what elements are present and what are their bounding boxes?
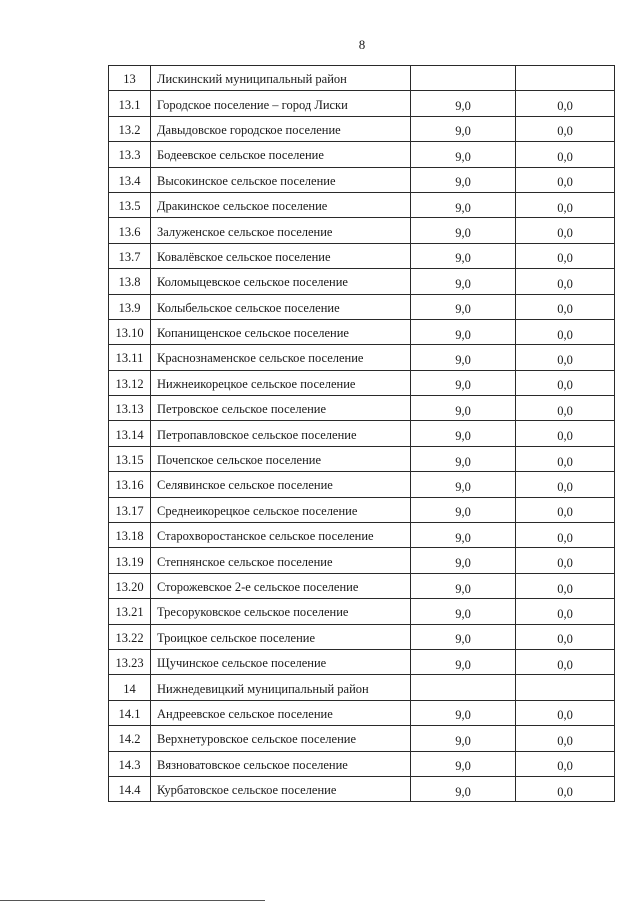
table-row bbox=[109, 370, 615, 395]
row-value-1: 9,0 bbox=[411, 269, 516, 294]
row-value-1: 9,0 bbox=[411, 345, 516, 370]
page-number: 8 bbox=[358, 37, 366, 52]
row-value-2: 0,0 bbox=[516, 294, 615, 319]
table-row bbox=[109, 649, 615, 674]
row-name: Нижнеикорецкое сельское поселение bbox=[151, 370, 411, 395]
row-number: 14.4 bbox=[109, 776, 151, 801]
table-row bbox=[109, 396, 615, 421]
row-value-2: 0,0 bbox=[516, 523, 615, 548]
row-value-2: 0,0 bbox=[516, 91, 615, 116]
row-value-2: 0,0 bbox=[516, 370, 615, 395]
row-value-1: 9,0 bbox=[411, 573, 516, 598]
row-value-2: 0,0 bbox=[516, 624, 615, 649]
row-value-1: 9,0 bbox=[411, 243, 516, 268]
row-value-2: 0,0 bbox=[516, 319, 615, 344]
row-value-1: 9,0 bbox=[411, 599, 516, 624]
row-value-1: 9,0 bbox=[411, 726, 516, 751]
row-value-1 bbox=[411, 675, 516, 700]
row-name: Степнянское сельское поселение bbox=[151, 548, 411, 573]
row-value-1: 9,0 bbox=[411, 192, 516, 217]
row-name: Троицкое сельское поселение bbox=[151, 624, 411, 649]
row-value-2: 0,0 bbox=[516, 649, 615, 674]
row-number: 14.2 bbox=[109, 726, 151, 751]
row-value-2: 0,0 bbox=[516, 167, 615, 192]
row-value-1: 9,0 bbox=[411, 751, 516, 776]
row-name: Сторожевское 2-е сельское поселение bbox=[151, 573, 411, 598]
table-row bbox=[109, 599, 615, 624]
table-row bbox=[109, 294, 615, 319]
row-value-1: 9,0 bbox=[411, 624, 516, 649]
row-value-2: 0,0 bbox=[516, 142, 615, 167]
row-value-2: 0,0 bbox=[516, 751, 615, 776]
row-value-1: 9,0 bbox=[411, 700, 516, 725]
row-value-2: 0,0 bbox=[516, 446, 615, 471]
row-value-2: 0,0 bbox=[516, 396, 615, 421]
table-row bbox=[109, 269, 615, 294]
row-number: 13.19 bbox=[109, 548, 151, 573]
row-number: 13.18 bbox=[109, 523, 151, 548]
table-row bbox=[109, 116, 615, 141]
row-value-2 bbox=[516, 675, 615, 700]
row-number: 13.9 bbox=[109, 294, 151, 319]
row-value-1: 9,0 bbox=[411, 421, 516, 446]
row-name: Старохворостанское сельское поселение bbox=[151, 523, 411, 548]
row-value-1: 9,0 bbox=[411, 319, 516, 344]
row-number: 13.13 bbox=[109, 396, 151, 421]
row-name: Дракинское сельское поселение bbox=[151, 192, 411, 217]
table-row bbox=[109, 345, 615, 370]
row-value-1: 9,0 bbox=[411, 116, 516, 141]
table-row bbox=[109, 142, 615, 167]
row-value-1: 9,0 bbox=[411, 548, 516, 573]
table-row bbox=[109, 243, 615, 268]
row-number: 13.10 bbox=[109, 319, 151, 344]
row-name: Ковалёвское сельское поселение bbox=[151, 243, 411, 268]
row-name: Селявинское сельское поселение bbox=[151, 472, 411, 497]
row-value-1: 9,0 bbox=[411, 91, 516, 116]
row-name: Копанищенское сельское поселение bbox=[151, 319, 411, 344]
row-number: 13.3 bbox=[109, 142, 151, 167]
row-number: 13.23 bbox=[109, 649, 151, 674]
row-name: Нижнедевицкий муниципальный район bbox=[151, 675, 411, 700]
row-number: 13.6 bbox=[109, 218, 151, 243]
row-name: Вязноватовское сельское поселение bbox=[151, 751, 411, 776]
row-number: 13.8 bbox=[109, 269, 151, 294]
table-row bbox=[109, 66, 615, 91]
row-number: 13.22 bbox=[109, 624, 151, 649]
allocation-table bbox=[108, 65, 615, 802]
row-number: 13.12 bbox=[109, 370, 151, 395]
table-row bbox=[109, 726, 615, 751]
row-value-1: 9,0 bbox=[411, 396, 516, 421]
table-row bbox=[109, 167, 615, 192]
table-row bbox=[109, 624, 615, 649]
row-number: 13.21 bbox=[109, 599, 151, 624]
row-value-1: 9,0 bbox=[411, 472, 516, 497]
row-name: Тресоруковское сельское поселение bbox=[151, 599, 411, 624]
row-number: 14.1 bbox=[109, 700, 151, 725]
row-value-2: 0,0 bbox=[516, 218, 615, 243]
row-value-2: 0,0 bbox=[516, 700, 615, 725]
row-value-1: 9,0 bbox=[411, 370, 516, 395]
table-body bbox=[109, 66, 615, 802]
row-value-1 bbox=[411, 66, 516, 91]
row-value-2 bbox=[516, 66, 615, 91]
row-number: 14.3 bbox=[109, 751, 151, 776]
row-value-1: 9,0 bbox=[411, 446, 516, 471]
row-value-1: 9,0 bbox=[411, 167, 516, 192]
row-value-2: 0,0 bbox=[516, 269, 615, 294]
row-value-2: 0,0 bbox=[516, 599, 615, 624]
row-name: Залуженское сельское поселение bbox=[151, 218, 411, 243]
row-name: Колыбельское сельское поселение bbox=[151, 294, 411, 319]
row-number: 13.4 bbox=[109, 167, 151, 192]
row-name: Краснознаменское сельское поселение bbox=[151, 345, 411, 370]
row-name: Высокинское сельское поселение bbox=[151, 167, 411, 192]
row-value-2: 0,0 bbox=[516, 421, 615, 446]
row-name: Курбатовское сельское поселение bbox=[151, 776, 411, 801]
row-value-1: 9,0 bbox=[411, 142, 516, 167]
row-name: Бодеевское сельское поселение bbox=[151, 142, 411, 167]
row-number: 13.16 bbox=[109, 472, 151, 497]
table-row bbox=[109, 776, 615, 801]
row-name: Верхнетуровское сельское поселение bbox=[151, 726, 411, 751]
table-row bbox=[109, 751, 615, 776]
row-name: Почепское сельское поселение bbox=[151, 446, 411, 471]
table-row bbox=[109, 548, 615, 573]
row-number: 13.11 bbox=[109, 345, 151, 370]
row-name: Андреевское сельское поселение bbox=[151, 700, 411, 725]
row-value-1: 9,0 bbox=[411, 294, 516, 319]
row-number: 13.15 bbox=[109, 446, 151, 471]
row-value-1: 9,0 bbox=[411, 523, 516, 548]
row-value-2: 0,0 bbox=[516, 116, 615, 141]
table-row bbox=[109, 421, 615, 446]
row-name: Среднеикорецкое сельское поселение bbox=[151, 497, 411, 522]
row-number: 13.14 bbox=[109, 421, 151, 446]
row-value-2: 0,0 bbox=[516, 192, 615, 217]
row-name: Петровское сельское поселение bbox=[151, 396, 411, 421]
row-number: 13.20 bbox=[109, 573, 151, 598]
row-value-2: 0,0 bbox=[516, 497, 615, 522]
row-value-2: 0,0 bbox=[516, 243, 615, 268]
table-row bbox=[109, 700, 615, 725]
row-value-2: 0,0 bbox=[516, 345, 615, 370]
table-row bbox=[109, 91, 615, 116]
table-row bbox=[109, 319, 615, 344]
row-name: Давыдовское городское поселение bbox=[151, 116, 411, 141]
row-name: Лискинский муниципальный район bbox=[151, 66, 411, 91]
table-row bbox=[109, 675, 615, 700]
row-value-2: 0,0 bbox=[516, 776, 615, 801]
row-value-1: 9,0 bbox=[411, 776, 516, 801]
row-value-2: 0,0 bbox=[516, 573, 615, 598]
row-number: 13.1 bbox=[109, 91, 151, 116]
row-value-1: 9,0 bbox=[411, 218, 516, 243]
row-name: Городское поселение – город Лиски bbox=[151, 91, 411, 116]
table-row bbox=[109, 472, 615, 497]
table-row bbox=[109, 523, 615, 548]
row-value-2: 0,0 bbox=[516, 472, 615, 497]
table-row bbox=[109, 192, 615, 217]
row-number: 13.5 bbox=[109, 192, 151, 217]
row-number: 13.2 bbox=[109, 116, 151, 141]
row-number: 13.17 bbox=[109, 497, 151, 522]
table-row bbox=[109, 497, 615, 522]
row-number: 13 bbox=[109, 66, 151, 91]
row-value-2: 0,0 bbox=[516, 548, 615, 573]
row-number: 13.7 bbox=[109, 243, 151, 268]
row-name: Петропавловское сельское поселение bbox=[151, 421, 411, 446]
table-row bbox=[109, 218, 615, 243]
row-value-2: 0,0 bbox=[516, 726, 615, 751]
table-row bbox=[109, 446, 615, 471]
row-value-1: 9,0 bbox=[411, 497, 516, 522]
row-name: Щучинское сельское поселение bbox=[151, 649, 411, 674]
footer-rule bbox=[0, 900, 265, 901]
row-number: 14 bbox=[109, 675, 151, 700]
table-row bbox=[109, 573, 615, 598]
row-name: Коломыцевское сельское поселение bbox=[151, 269, 411, 294]
row-value-1: 9,0 bbox=[411, 649, 516, 674]
